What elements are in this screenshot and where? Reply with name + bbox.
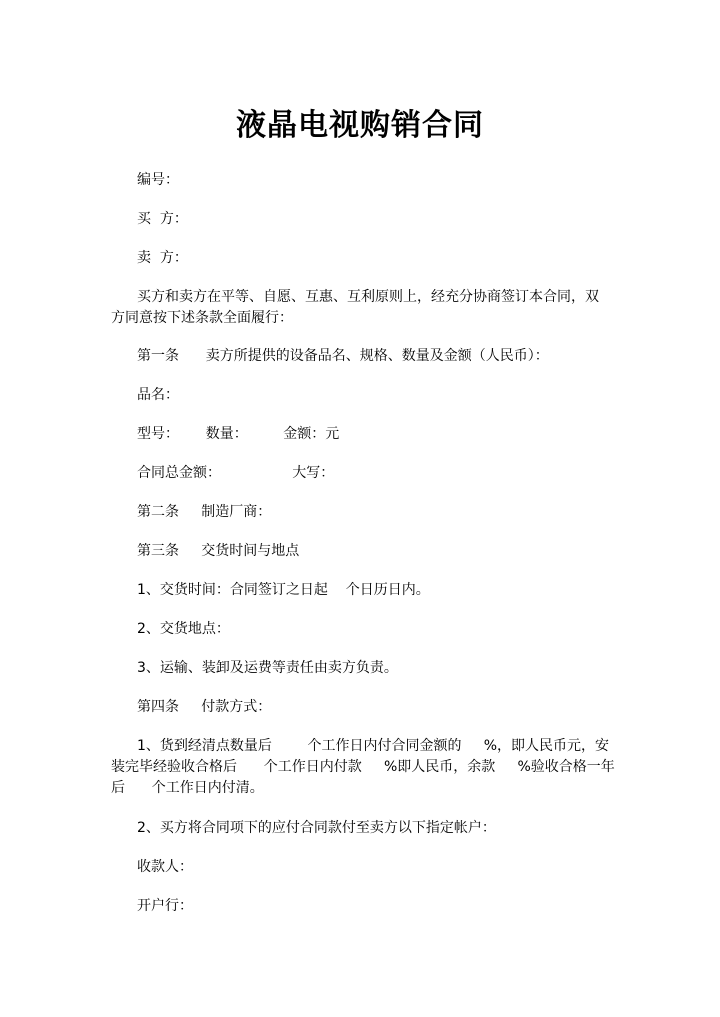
payment-terms-line-3: 后 个工作日内付清。 [111,780,264,796]
total-amount-line: 合同总金额： 大写： [137,465,335,481]
preamble-line-2: 方同意按下述条款全面履行： [111,310,293,326]
delivery-time-line: 1、交货时间：合同签订之日起 个日历日内。 [137,582,430,598]
bank-line: 开户行： [137,898,193,914]
delivery-location-line: 2、交货地点： [137,621,230,637]
preamble-line-1: 买方和卖方在平等、自愿、互惠、互利原则上，经充分协商签订本合同，双 [137,289,599,305]
payment-terms-line-2: 装完毕经验收合格后 个工作日内付款 %即人民币，余款 %验收合格一年 [111,759,615,775]
product-name-line: 品名： [137,387,179,403]
payee-line: 收款人： [137,859,193,875]
model-quantity-amount-line: 型号： 数量： 金额：元 [137,426,340,442]
transport-responsibility-line: 3、运输、装卸及运费等责任由卖方负责。 [137,660,398,676]
document-title: 液晶电视购销合同 [236,108,484,143]
buyer-line: 买 方： [137,211,188,227]
article-3-heading: 第三条 交货时间与地点 [137,543,300,559]
article-1-heading: 第一条 卖方所提供的设备品名、规格、数量及金额（人民币）： [137,348,549,364]
seller-line: 卖 方： [137,250,188,266]
article-2-heading: 第二条 制造厂商： [137,504,272,520]
payment-account-line: 2、买方将合同项下的应付合同款付至卖方以下指定帐户： [137,820,496,836]
article-4-heading: 第四条 付款方式： [137,699,272,715]
serial-number-line: 编号： [137,172,179,188]
payment-terms-line-1: 1、货到经清点数量后 个工作日内付合同金额的 %，即人民币元，安 [137,738,610,754]
